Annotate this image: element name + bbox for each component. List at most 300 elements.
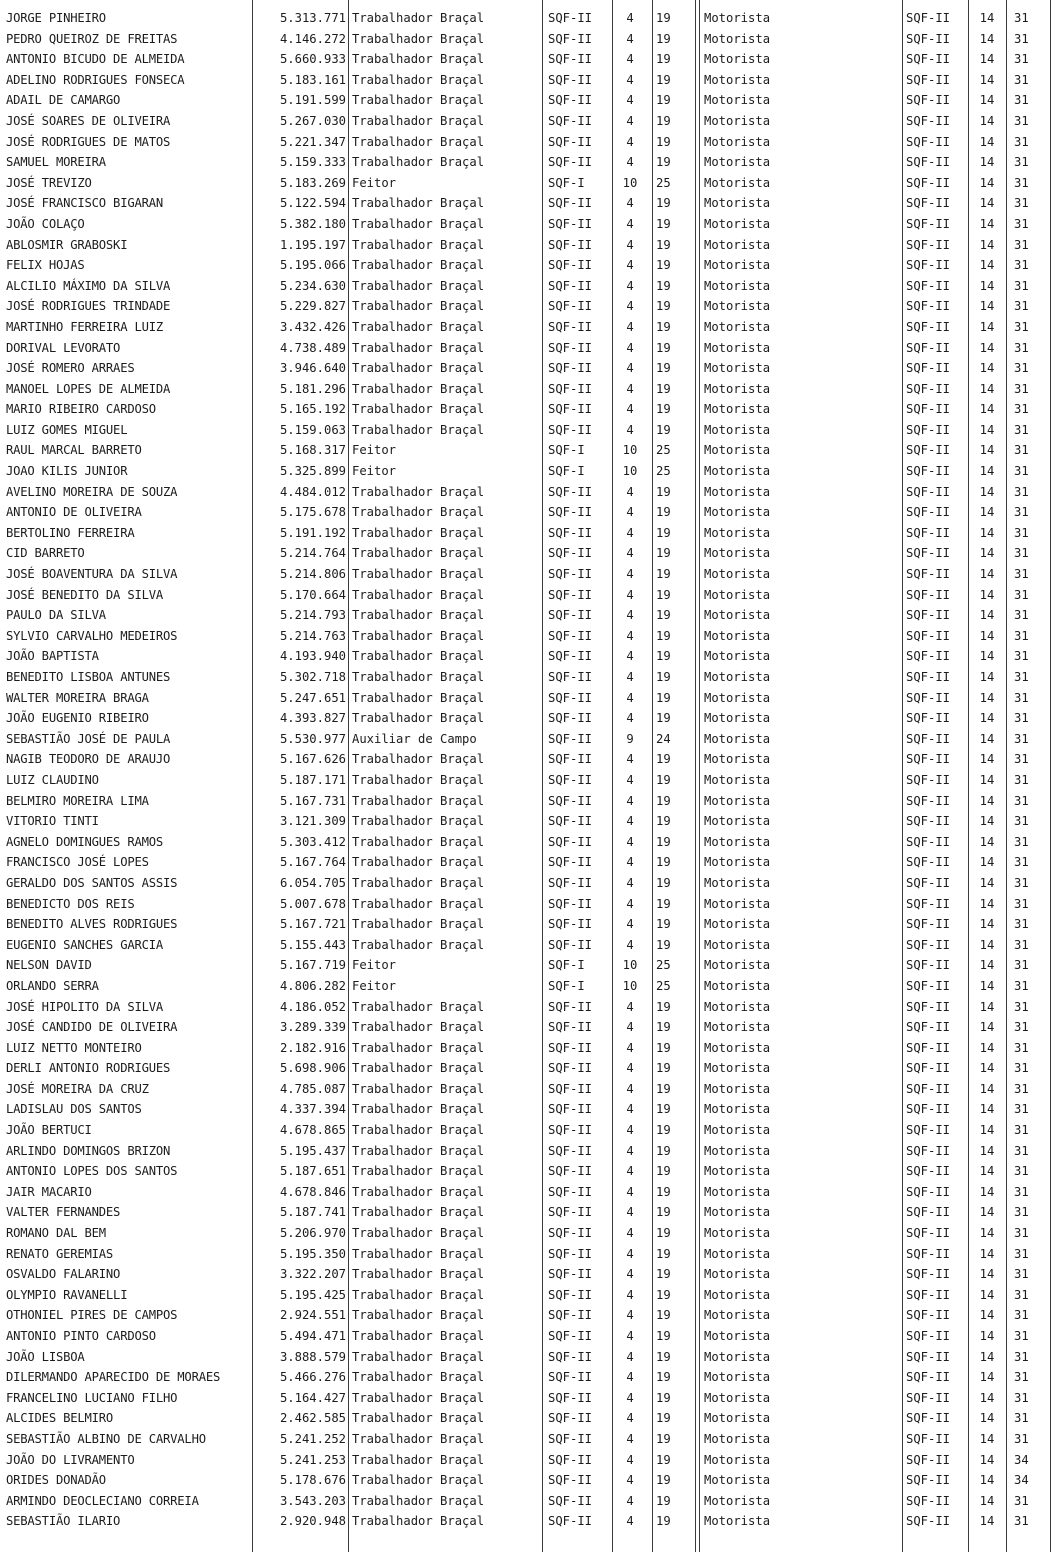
new-class: SQF-II xyxy=(906,155,951,170)
current-class: SQF-II xyxy=(548,587,593,602)
new-grade: 31 xyxy=(1014,793,1029,808)
current-grade: 19 xyxy=(656,1267,671,1282)
registration-number: 3.289.339 xyxy=(279,1020,346,1035)
employee-name: BENEDITO LISBOA ANTUNES xyxy=(6,670,171,684)
current-reference: 4 xyxy=(626,1040,634,1055)
current-role: Trabalhador Braçal xyxy=(352,999,485,1014)
employee-name: JOSÉ BENEDITO DA SILVA xyxy=(6,587,164,602)
new-class: SQF-II xyxy=(906,340,951,355)
current-role: Trabalhador Braçal xyxy=(352,1081,485,1096)
new-reference: 14 xyxy=(979,196,995,211)
new-class: SQF-II xyxy=(906,958,951,973)
new-grade: 31 xyxy=(1014,1020,1029,1035)
employee-name: JOÃO EUGENIO RIBEIRO xyxy=(6,711,149,726)
new-role: Motorista xyxy=(704,1226,771,1241)
new-grade: 31 xyxy=(1014,1102,1029,1117)
current-class: SQF-II xyxy=(548,134,593,149)
current-reference: 4 xyxy=(626,11,634,25)
current-grade: 19 xyxy=(656,237,671,252)
registration-number: 5.195.066 xyxy=(279,258,346,273)
new-grade: 31 xyxy=(1014,1081,1029,1096)
new-reference: 14 xyxy=(979,484,995,499)
current-class: SQF-I xyxy=(548,464,585,479)
current-grade: 19 xyxy=(656,113,671,128)
current-grade: 19 xyxy=(656,1473,671,1488)
current-class: SQF-II xyxy=(548,1370,593,1385)
current-grade: 19 xyxy=(656,31,671,46)
new-role: Motorista xyxy=(704,1102,771,1117)
new-reference: 14 xyxy=(979,1164,995,1179)
new-reference: 14 xyxy=(979,258,995,273)
current-role: Trabalhador Braçal xyxy=(352,608,485,623)
employee-name: BENEDITO ALVES RODRIGUES xyxy=(6,917,178,932)
employee-name: ADELINO RODRIGUES FONSECA xyxy=(6,72,185,87)
new-role: Motorista xyxy=(704,896,771,911)
new-class: SQF-II xyxy=(906,216,951,231)
current-role: Trabalhador Braçal xyxy=(352,1226,485,1241)
current-class: SQF-I xyxy=(548,958,585,973)
new-grade: 31 xyxy=(1014,1267,1029,1282)
new-role: Motorista xyxy=(704,1246,771,1261)
current-role: Trabalhador Braçal xyxy=(352,1267,485,1282)
current-role: Trabalhador Braçal xyxy=(352,134,485,149)
current-role: Trabalhador Braçal xyxy=(352,1164,485,1179)
current-role: Trabalhador Braçal xyxy=(352,525,485,540)
current-role: Trabalhador Braçal xyxy=(352,1493,485,1508)
table-row xyxy=(0,852,1054,873)
new-grade: 31 xyxy=(1014,278,1029,293)
current-reference: 4 xyxy=(626,546,634,561)
current-role: Trabalhador Braçal xyxy=(352,855,485,870)
current-grade: 19 xyxy=(656,134,671,149)
new-grade: 31 xyxy=(1014,814,1029,829)
new-class: SQF-II xyxy=(906,1061,951,1076)
new-class: SQF-II xyxy=(906,937,951,952)
new-class: SQF-II xyxy=(906,793,951,808)
current-class: SQF-II xyxy=(548,731,593,746)
new-grade: 31 xyxy=(1014,999,1029,1014)
new-role: Motorista xyxy=(704,1143,771,1158)
registration-number: 5.221.347 xyxy=(279,134,346,149)
current-class: SQF-II xyxy=(548,1473,593,1488)
current-class: SQF-II xyxy=(548,237,593,252)
current-class: SQF-II xyxy=(548,381,593,396)
current-grade: 19 xyxy=(656,278,671,293)
current-class: SQF-II xyxy=(548,93,593,108)
registration-number: 5.247.651 xyxy=(279,690,346,705)
table-row xyxy=(0,1367,1054,1388)
new-grade: 31 xyxy=(1014,1184,1029,1199)
new-grade: 31 xyxy=(1014,1205,1029,1220)
new-class: SQF-II xyxy=(906,422,951,437)
current-role: Trabalhador Braçal xyxy=(352,546,485,561)
new-class: SQF-II xyxy=(906,93,951,108)
table-row xyxy=(0,1470,1054,1491)
new-reference: 14 xyxy=(979,1514,995,1529)
new-role: Motorista xyxy=(704,319,771,334)
current-role: Trabalhador Braçal xyxy=(352,1452,485,1467)
new-grade: 31 xyxy=(1014,464,1029,479)
new-grade: 31 xyxy=(1014,1226,1029,1241)
new-class: SQF-II xyxy=(906,690,951,705)
current-class: SQF-II xyxy=(548,319,593,334)
registration-number: 5.168.317 xyxy=(279,443,346,458)
current-reference: 4 xyxy=(626,361,634,376)
employee-name: JOÃO LISBOA xyxy=(6,1349,85,1364)
new-reference: 14 xyxy=(979,422,995,437)
current-role: Trabalhador Braçal xyxy=(352,484,485,499)
new-grade: 31 xyxy=(1014,731,1029,746)
new-grade: 31 xyxy=(1014,31,1029,46)
current-reference: 9 xyxy=(626,731,634,746)
new-class: SQF-II xyxy=(906,237,951,252)
employee-name: AVELINO MOREIRA DE SOUZA xyxy=(6,484,178,499)
new-reference: 14 xyxy=(979,113,995,128)
registration-number: 5.530.977 xyxy=(279,731,346,746)
current-role: Trabalhador Braçal xyxy=(352,1514,485,1529)
current-reference: 4 xyxy=(626,1514,634,1529)
registration-number: 4.393.827 xyxy=(279,711,346,726)
new-reference: 14 xyxy=(979,649,995,664)
current-grade: 19 xyxy=(656,608,671,623)
table-row xyxy=(0,379,1054,400)
table-row xyxy=(0,276,1054,297)
current-role: Trabalhador Braçal xyxy=(352,1143,485,1158)
new-class: SQF-II xyxy=(906,1473,951,1488)
new-grade: 31 xyxy=(1014,216,1029,231)
current-class: SQF-II xyxy=(548,567,593,582)
new-class: SQF-II xyxy=(906,1246,951,1261)
new-role: Motorista xyxy=(704,628,771,643)
employee-name: ALCIDES BELMIRO xyxy=(6,1411,114,1426)
current-grade: 19 xyxy=(656,855,671,870)
current-reference: 4 xyxy=(626,1246,634,1261)
registration-number: 1.195.197 xyxy=(279,237,346,252)
new-class: SQF-II xyxy=(906,113,951,128)
new-grade: 31 xyxy=(1014,711,1029,726)
current-reference: 4 xyxy=(626,896,634,911)
new-role: Motorista xyxy=(704,52,771,67)
current-class: SQF-II xyxy=(548,772,593,787)
current-role: Trabalhador Braçal xyxy=(352,1184,485,1199)
table-row xyxy=(0,1429,1054,1450)
current-grade: 19 xyxy=(656,422,671,437)
new-class: SQF-II xyxy=(906,278,951,293)
current-grade: 25 xyxy=(656,443,671,458)
registration-number: 5.187.651 xyxy=(279,1164,346,1179)
current-class: SQF-II xyxy=(548,917,593,932)
employee-name: VITORIO TINTI xyxy=(6,814,99,829)
current-role: Trabalhador Braçal xyxy=(352,52,485,67)
current-grade: 19 xyxy=(656,1143,671,1158)
current-class: SQF-II xyxy=(548,834,593,849)
new-grade: 31 xyxy=(1014,340,1029,355)
new-grade: 31 xyxy=(1014,237,1029,252)
table-row xyxy=(0,688,1054,709)
current-class: SQF-II xyxy=(548,1164,593,1179)
registration-number: 5.698.906 xyxy=(279,1061,346,1076)
registration-number: 5.302.718 xyxy=(279,670,346,684)
new-role: Motorista xyxy=(704,608,771,623)
new-reference: 14 xyxy=(979,155,995,170)
new-role: Motorista xyxy=(704,752,771,767)
current-grade: 19 xyxy=(656,1411,671,1426)
current-role: Trabalhador Braçal xyxy=(352,649,485,664)
table-row xyxy=(0,1450,1054,1471)
current-role: Trabalhador Braçal xyxy=(352,361,485,376)
current-role: Trabalhador Braçal xyxy=(352,670,485,684)
new-class: SQF-II xyxy=(906,917,951,932)
current-role: Auxiliar de Campo xyxy=(352,731,477,746)
employee-name: GERALDO DOS SANTOS ASSIS xyxy=(6,875,178,890)
new-role: Motorista xyxy=(704,1205,771,1220)
new-reference: 14 xyxy=(979,834,995,849)
new-reference: 14 xyxy=(979,1123,995,1138)
table-row xyxy=(0,729,1054,750)
current-reference: 4 xyxy=(626,670,634,684)
new-role: Motorista xyxy=(704,1349,771,1364)
new-role: Motorista xyxy=(704,1308,771,1323)
new-reference: 14 xyxy=(979,299,995,314)
current-grade: 19 xyxy=(656,875,671,890)
current-reference: 4 xyxy=(626,505,634,520)
new-reference: 14 xyxy=(979,1329,995,1343)
current-role: Trabalhador Braçal xyxy=(352,1205,485,1220)
registration-number: 2.920.948 xyxy=(279,1514,346,1529)
employee-name: RAUL MARCAL BARRETO xyxy=(6,443,142,458)
new-reference: 14 xyxy=(979,134,995,149)
registration-number: 3.322.207 xyxy=(279,1267,346,1282)
new-grade: 31 xyxy=(1014,1246,1029,1261)
current-grade: 19 xyxy=(656,1493,671,1508)
new-reference: 14 xyxy=(979,814,995,829)
current-class: SQF-II xyxy=(548,72,593,87)
new-class: SQF-II xyxy=(906,1102,951,1117)
new-grade: 31 xyxy=(1014,422,1029,437)
new-reference: 14 xyxy=(979,1226,995,1241)
table-row xyxy=(0,873,1054,894)
registration-number: 5.267.030 xyxy=(279,113,346,128)
new-class: SQF-II xyxy=(906,875,951,890)
new-grade: 31 xyxy=(1014,1308,1029,1323)
table-row xyxy=(0,770,1054,791)
new-class: SQF-II xyxy=(906,1123,951,1138)
new-grade: 31 xyxy=(1014,1390,1029,1405)
new-class: SQF-II xyxy=(906,1370,951,1385)
new-role: Motorista xyxy=(704,381,771,396)
new-reference: 14 xyxy=(979,1081,995,1096)
current-grade: 25 xyxy=(656,978,671,993)
new-reference: 14 xyxy=(979,1287,995,1302)
employee-name: PAULO DA SILVA xyxy=(6,608,106,623)
new-grade: 31 xyxy=(1014,608,1029,623)
new-grade: 31 xyxy=(1014,834,1029,849)
current-grade: 25 xyxy=(656,958,671,973)
registration-number: 5.494.471 xyxy=(279,1329,346,1343)
employee-name: JOSÉ CANDIDO DE OLIVEIRA xyxy=(6,1020,178,1035)
current-grade: 19 xyxy=(656,1081,671,1096)
new-class: SQF-II xyxy=(906,1143,951,1158)
new-class: SQF-II xyxy=(906,443,951,458)
new-class: SQF-II xyxy=(906,381,951,396)
registration-number: 4.806.282 xyxy=(279,978,346,993)
current-reference: 4 xyxy=(626,422,634,437)
new-class: SQF-II xyxy=(906,1452,951,1467)
new-role: Motorista xyxy=(704,834,771,849)
registration-number: 5.165.192 xyxy=(279,402,346,417)
table-row xyxy=(0,1120,1054,1141)
current-grade: 19 xyxy=(656,299,671,314)
new-grade: 31 xyxy=(1014,690,1029,705)
new-class: SQF-II xyxy=(906,1226,951,1241)
current-reference: 4 xyxy=(626,1164,634,1179)
current-role: Trabalhador Braçal xyxy=(352,216,485,231)
new-grade: 31 xyxy=(1014,1370,1029,1385)
new-class: SQF-II xyxy=(906,1349,951,1364)
new-grade: 31 xyxy=(1014,937,1029,952)
new-role: Motorista xyxy=(704,340,771,355)
current-grade: 25 xyxy=(656,175,671,190)
table-row xyxy=(0,90,1054,111)
new-grade: 31 xyxy=(1014,1123,1029,1138)
current-grade: 19 xyxy=(656,1226,671,1241)
current-class: SQF-II xyxy=(548,422,593,437)
registration-number: 2.462.585 xyxy=(279,1411,346,1426)
new-class: SQF-II xyxy=(906,567,951,582)
current-class: SQF-II xyxy=(548,649,593,664)
registration-number: 5.159.063 xyxy=(279,422,346,437)
current-reference: 4 xyxy=(626,1205,634,1220)
current-role: Trabalhador Braçal xyxy=(352,422,485,437)
employee-name: PEDRO QUEIROZ DE FREITAS xyxy=(6,31,178,46)
registration-number: 5.234.630 xyxy=(279,278,346,293)
new-grade: 31 xyxy=(1014,93,1029,108)
new-reference: 14 xyxy=(979,772,995,787)
registration-number: 5.187.171 xyxy=(279,772,346,787)
current-role: Trabalhador Braçal xyxy=(352,711,485,726)
current-reference: 4 xyxy=(626,31,634,46)
table-row xyxy=(0,585,1054,606)
new-grade: 31 xyxy=(1014,917,1029,932)
new-class: SQF-II xyxy=(906,299,951,314)
current-reference: 4 xyxy=(626,1081,634,1096)
current-grade: 19 xyxy=(656,1040,671,1055)
new-role: Motorista xyxy=(704,1164,771,1179)
current-class: SQF-I xyxy=(548,443,585,458)
current-reference: 4 xyxy=(626,216,634,231)
employee-name: FELIX HOJAS xyxy=(6,258,85,273)
current-reference: 4 xyxy=(626,772,634,787)
current-reference: 4 xyxy=(626,649,634,664)
current-reference: 4 xyxy=(626,814,634,829)
new-role: Motorista xyxy=(704,134,771,149)
current-grade: 19 xyxy=(656,546,671,561)
current-class: SQF-II xyxy=(548,628,593,643)
new-reference: 14 xyxy=(979,1061,995,1076)
table-row xyxy=(0,708,1054,729)
registration-number: 5.195.350 xyxy=(279,1246,346,1261)
current-class: SQF-II xyxy=(548,361,593,376)
current-grade: 19 xyxy=(656,814,671,829)
current-reference: 4 xyxy=(626,525,634,540)
current-role: Feitor xyxy=(352,175,397,190)
registration-number: 2.924.551 xyxy=(279,1308,346,1323)
new-role: Motorista xyxy=(704,93,771,108)
new-role: Motorista xyxy=(704,299,771,314)
table-row xyxy=(0,49,1054,70)
new-role: Motorista xyxy=(704,875,771,890)
table-row xyxy=(0,1388,1054,1409)
current-role: Trabalhador Braçal xyxy=(352,567,485,582)
employee-name: SEBASTIÃO ILARIO xyxy=(6,1514,121,1529)
new-reference: 14 xyxy=(979,1246,995,1261)
current-role: Trabalhador Braçal xyxy=(352,381,485,396)
current-reference: 10 xyxy=(622,978,638,993)
current-class: SQF-II xyxy=(548,1061,593,1076)
current-class: SQF-II xyxy=(548,1246,593,1261)
new-role: Motorista xyxy=(704,1267,771,1282)
new-class: SQF-II xyxy=(906,731,951,746)
registration-number: 5.241.252 xyxy=(279,1431,346,1446)
new-reference: 14 xyxy=(979,237,995,252)
registration-number: 5.660.933 xyxy=(279,52,346,67)
new-class: SQF-II xyxy=(906,319,951,334)
employee-name: ORIDES DONADÃO xyxy=(6,1473,106,1488)
new-role: Motorista xyxy=(704,484,771,499)
current-role: Trabalhador Braçal xyxy=(352,1061,485,1076)
current-class: SQF-II xyxy=(548,113,593,128)
current-grade: 19 xyxy=(656,1514,671,1529)
table-row xyxy=(0,1491,1054,1512)
current-reference: 4 xyxy=(626,381,634,396)
new-reference: 14 xyxy=(979,608,995,623)
table-row xyxy=(0,152,1054,173)
current-reference: 4 xyxy=(626,1020,634,1035)
current-grade: 19 xyxy=(656,381,671,396)
employee-name: ORLANDO SERRA xyxy=(6,978,99,993)
table-row xyxy=(0,935,1054,956)
current-class: SQF-II xyxy=(548,155,593,170)
new-role: Motorista xyxy=(704,855,771,870)
current-grade: 19 xyxy=(656,1431,671,1446)
registration-number: 5.167.719 xyxy=(279,958,346,973)
current-role: Trabalhador Braçal xyxy=(352,113,485,128)
new-grade: 31 xyxy=(1014,525,1029,540)
new-grade: 31 xyxy=(1014,196,1029,211)
current-class: SQF-II xyxy=(548,1287,593,1302)
new-reference: 14 xyxy=(979,443,995,458)
new-class: SQF-II xyxy=(906,1411,951,1426)
table-row xyxy=(0,997,1054,1018)
current-reference: 4 xyxy=(626,278,634,293)
current-reference: 4 xyxy=(626,1390,634,1405)
current-grade: 19 xyxy=(656,525,671,540)
table-row xyxy=(0,646,1054,667)
new-role: Motorista xyxy=(704,958,771,973)
employee-name: FRANCISCO JOSÉ LOPES xyxy=(6,855,149,870)
table-row xyxy=(0,317,1054,338)
new-grade: 31 xyxy=(1014,52,1029,67)
new-role: Motorista xyxy=(704,937,771,952)
table-row xyxy=(0,193,1054,214)
employee-name: ARMINDO DEOCLECIANO CORREIA xyxy=(6,1493,199,1508)
new-role: Motorista xyxy=(704,772,771,787)
current-class: SQF-II xyxy=(548,1184,593,1199)
new-class: SQF-II xyxy=(906,834,951,849)
employee-name: JOSÉ ROMERO ARRAES xyxy=(6,361,135,376)
new-class: SQF-II xyxy=(906,1164,951,1179)
employee-name: WALTER MOREIRA BRAGA xyxy=(6,690,149,705)
